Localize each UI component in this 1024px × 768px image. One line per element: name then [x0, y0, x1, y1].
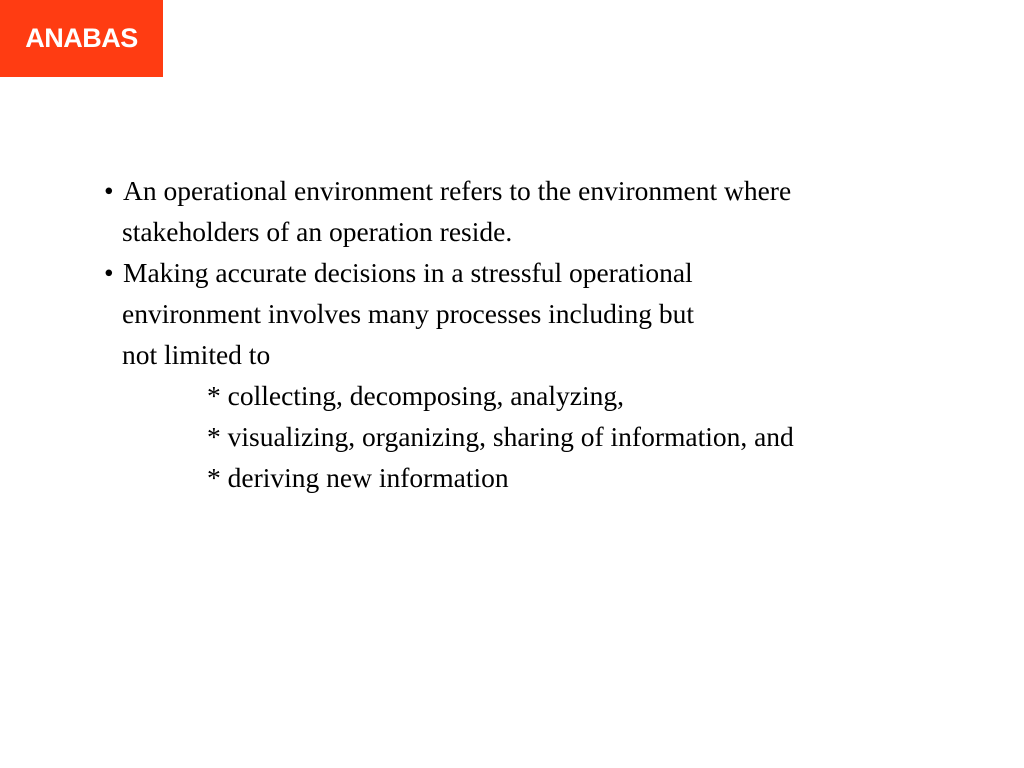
- bullet-marker: •: [104, 257, 114, 288]
- sub-item-1: * collecting, decomposing, analyzing,: [207, 380, 624, 411]
- bullet-1-line-2: stakeholders of an operation reside.: [122, 216, 513, 247]
- bullet-1-line-1: [104, 170, 1004, 211]
- bullet-marker: •: [104, 175, 114, 206]
- bullet-text: Making accurate decisions in a stressful operational: [123, 257, 693, 288]
- slide-body: [104, 170, 1004, 498]
- bullet-text: An operational environment refers to the environment where: [123, 175, 792, 206]
- bullet-2-line-3: not limited to: [122, 339, 271, 370]
- brand-logo-box: [0, 0, 163, 77]
- bullet-2-line-1: [104, 252, 1004, 293]
- bullet-2-line-2: environment involves many processes including but: [122, 298, 695, 329]
- sub-item-2: * visualizing, organizing, sharing of information, and: [207, 421, 794, 452]
- sub-item-3: * deriving new information: [207, 462, 509, 493]
- brand-logo-text: ANABAS: [25, 23, 138, 53]
